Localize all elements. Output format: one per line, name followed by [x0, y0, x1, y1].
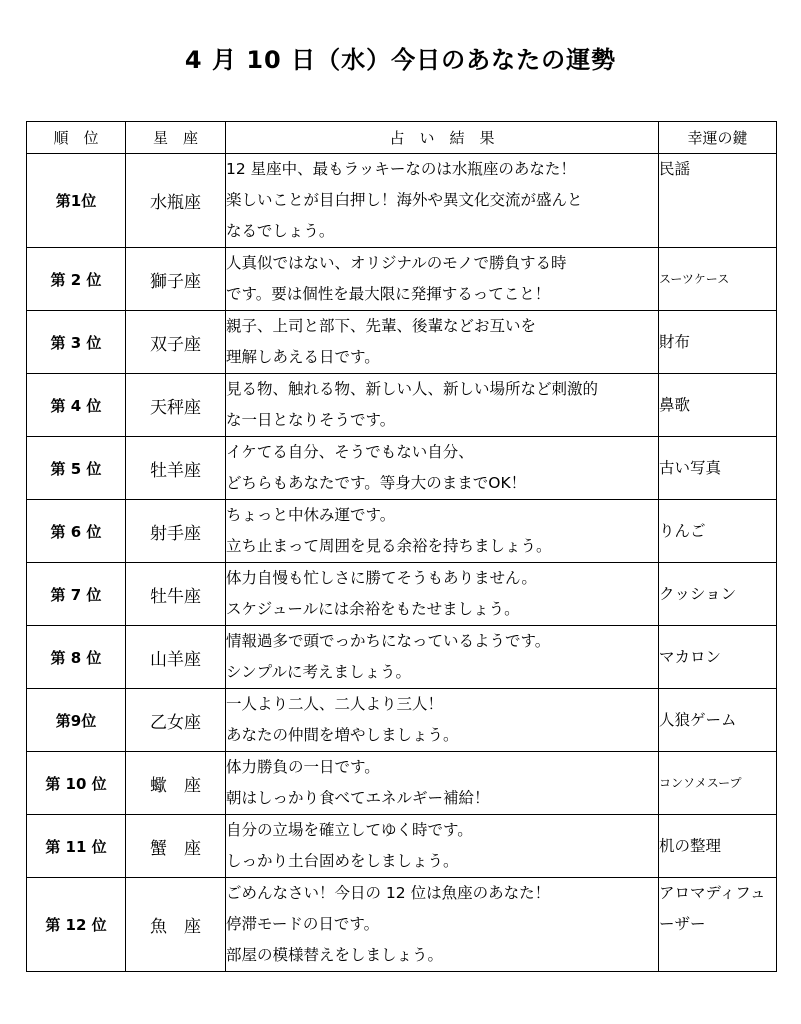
rank-cell: 第9位 [27, 689, 126, 752]
result-line: 自分の立場を確立してゆく時です。 [226, 821, 473, 839]
result-line: スケジュールには余裕をもたせましょう。 [226, 600, 520, 618]
result-cell [226, 878, 659, 972]
table-row [27, 154, 777, 248]
result-cell [226, 248, 659, 311]
result-cell [226, 752, 659, 815]
result-line: 人真似ではない、オリジナルのモノで勝負する時 [226, 254, 567, 272]
sign-cell: 蠍 座 [126, 752, 226, 815]
result-line: 情報過多で頭でっかちになっているようです。 [226, 632, 551, 650]
table-row [27, 311, 777, 374]
fortune-table [26, 121, 777, 972]
result-line: 12 星座中、最もラッキーなのは水瓶座のあなた！ [226, 160, 576, 178]
result-cell [226, 154, 659, 248]
result-line: です。要は個性を最大限に発揮するってこと！ [226, 285, 551, 303]
table-row [27, 500, 777, 563]
table-row [27, 878, 777, 972]
result-line: 楽しいことが目白押し！海外や異文化交流が盛んと [226, 191, 583, 209]
rank-cell: 第1位 [27, 154, 126, 248]
header-sign: 星 座 [126, 122, 226, 154]
result-cell [226, 815, 659, 878]
lucky-cell: 鼻歌 [659, 374, 777, 437]
lucky-cell: スーツケース [659, 248, 777, 311]
header-result: 占 い 結 果 [226, 122, 659, 154]
result-cell [226, 500, 659, 563]
lucky-cell: クッション [659, 563, 777, 626]
result-line: 部屋の模様替えをしましょう。 [226, 946, 444, 964]
result-line: イケてる自分、そうでもない自分、 [226, 443, 474, 461]
result-line: 立ち止まって周囲を見る余裕を持ちましょう。 [226, 537, 552, 555]
result-cell [226, 563, 659, 626]
table-row [27, 752, 777, 815]
table-row [27, 248, 777, 311]
lucky-cell: 人狼ゲーム [659, 689, 777, 752]
lucky-cell: 民謡 [659, 154, 777, 248]
result-line: 停滞モードの日です。 [226, 915, 380, 933]
rank-cell: 第 7 位 [27, 563, 126, 626]
sign-cell: 双子座 [126, 311, 226, 374]
rank-cell: 第 6 位 [27, 500, 126, 563]
rank-cell: 第 11 位 [27, 815, 126, 878]
table-row [27, 689, 777, 752]
result-line: しっかり土台固めをしましょう。 [226, 852, 459, 870]
result-line: なるでしょう。 [226, 222, 335, 240]
table-row [27, 563, 777, 626]
rank-cell: 第 8 位 [27, 626, 126, 689]
rank-cell: 第 5 位 [27, 437, 126, 500]
lucky-cell: 机の整理 [659, 815, 777, 878]
table-row [27, 437, 777, 500]
sign-cell: 乙女座 [126, 689, 226, 752]
sign-cell: 獅子座 [126, 248, 226, 311]
header-rank: 順 位 [27, 122, 126, 154]
result-cell [226, 311, 659, 374]
lucky-cell: 古い写真 [659, 437, 777, 500]
rank-cell: 第 2 位 [27, 248, 126, 311]
header-lucky: 幸運の鍵 [659, 122, 777, 154]
result-line: あなたの仲間を増やしましょう。 [226, 726, 459, 744]
result-line: 体力自慢も忙しさに勝てそうもありません。 [226, 569, 537, 587]
table-row [27, 815, 777, 878]
sign-cell: 魚 座 [126, 878, 226, 972]
result-line: 理解しあえる日です。 [226, 348, 380, 366]
rank-cell: 第 3 位 [27, 311, 126, 374]
lucky-cell: りんご [659, 500, 777, 563]
result-line: どちらもあなたです。等身大のままでOK！ [226, 474, 527, 492]
rank-cell: 第 10 位 [27, 752, 126, 815]
rank-cell: 第 12 位 [27, 878, 126, 972]
sign-cell: 蟹 座 [126, 815, 226, 878]
lucky-cell: アロマディフューザー [659, 878, 777, 972]
table-row [27, 374, 777, 437]
sign-cell: 山羊座 [126, 626, 226, 689]
table-header-row [27, 122, 777, 154]
lucky-cell: 財布 [659, 311, 777, 374]
result-cell [226, 374, 659, 437]
sign-cell: 射手座 [126, 500, 226, 563]
result-line: ちょっと中休み運です。 [226, 506, 396, 524]
result-line: 見る物、触れる物、新しい人、新しい場所など刺激的 [226, 380, 599, 398]
page-title: 4 月 10 日（水）今日のあなたの運勢 [184, 46, 617, 74]
result-line: 朝はしっかり食べてエネルギー補給！ [226, 789, 490, 807]
sign-cell: 天秤座 [126, 374, 226, 437]
result-cell [226, 437, 659, 500]
result-line: 一人より二人、二人より三人！ [226, 695, 444, 713]
result-line: シンプルに考えましょう。 [226, 663, 411, 681]
result-line: 体力勝負の一日です。 [226, 758, 380, 776]
lucky-cell: コンソメスープ [659, 752, 777, 815]
lucky-cell: マカロン [659, 626, 777, 689]
result-cell [226, 626, 659, 689]
sign-cell: 牡牛座 [126, 563, 226, 626]
sign-cell: 水瓶座 [126, 154, 226, 248]
result-line: な一日となりそうです。 [226, 411, 396, 429]
rank-cell: 第 4 位 [27, 374, 126, 437]
result-cell [226, 689, 659, 752]
sign-cell: 牡羊座 [126, 437, 226, 500]
result-line: 親子、上司と部下、先輩、後輩などお互いを [226, 317, 537, 335]
result-line: ごめんなさい！今日の 12 位は魚座のあなた！ [226, 884, 551, 902]
table-row [27, 626, 777, 689]
